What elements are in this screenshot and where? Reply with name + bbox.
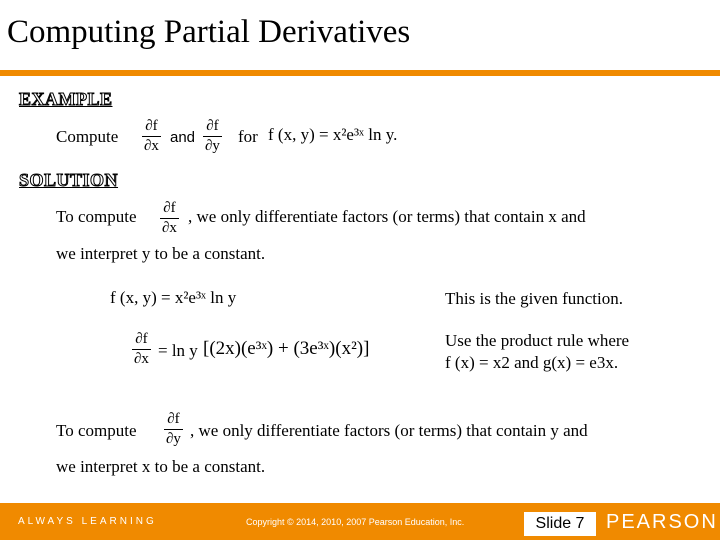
fraction-numerator: ∂f (145, 118, 158, 134)
copyright-text: Copyright © 2014, 2010, 2007 Pearson Education, Inc. (246, 517, 465, 527)
to-compute-x-label: To compute (56, 207, 137, 226)
pearson-logo: PEARSON (606, 511, 718, 533)
product-rule-expression: [(2x)(e³ˣ) + (3e³ˣ)(x²)] (203, 338, 370, 359)
fraction-bar (132, 349, 151, 350)
example-and-label: and (170, 129, 196, 146)
interpret-x-text: we interpret x to be a constant. (56, 457, 266, 476)
fraction-numerator: ∂f (206, 118, 219, 134)
example-function: f (x, y) = x²e³ˣ ln y. (268, 125, 398, 144)
always-learning-text: ALWAYS LEARNING (18, 516, 157, 527)
fraction-denominator: ∂x (144, 138, 159, 154)
partial-f-partial-y (164, 411, 183, 448)
differentiate-y-text: , we only differentiate factors (or terms) that contain y and (190, 421, 588, 440)
interpret-y-text: we interpret y to be a constant. (56, 244, 266, 263)
partial-f-partial-y (203, 118, 222, 155)
fraction-bar (160, 218, 179, 219)
slide-title: Computing Partial Derivatives (7, 14, 411, 50)
given-function-note: This is the given function. (445, 289, 624, 308)
fraction-bar (142, 136, 161, 137)
fraction-denominator: ∂y (205, 138, 220, 154)
footer-bar (0, 503, 720, 540)
given-function: f (x, y) = x²e³ˣ ln y (110, 288, 237, 307)
fraction-numerator: ∂f (167, 411, 180, 427)
differentiate-x-text: , we only differentiate factors (or terms) that contain x and (188, 207, 586, 226)
product-rule-note-line1: Use the product rule where (445, 331, 630, 350)
example-for-label: for (238, 127, 258, 146)
slide-number: Slide 7 (524, 512, 596, 536)
example-heading: EXAMPLE (19, 89, 113, 109)
solution-heading: SOLUTION (19, 170, 119, 190)
example-compute-label: Compute (56, 127, 119, 146)
fraction-denominator: ∂y (166, 431, 181, 447)
fraction-bar (203, 136, 222, 137)
fraction-numerator: ∂f (135, 331, 148, 347)
fraction-bar (164, 429, 183, 430)
to-compute-y-label: To compute (56, 421, 137, 440)
title-rule (0, 70, 720, 76)
product-rule-note-line2: f (x) = x2 and g(x) = e3x. (445, 353, 619, 372)
partial-f-partial-x (160, 200, 179, 237)
fraction-denominator: ∂x (134, 351, 149, 367)
fraction-numerator: ∂f (163, 200, 176, 216)
fraction-denominator: ∂x (162, 220, 177, 236)
partial-f-partial-x (142, 118, 161, 155)
partial-f-partial-x (132, 331, 151, 368)
equals-ln-y: = ln y (158, 341, 198, 360)
